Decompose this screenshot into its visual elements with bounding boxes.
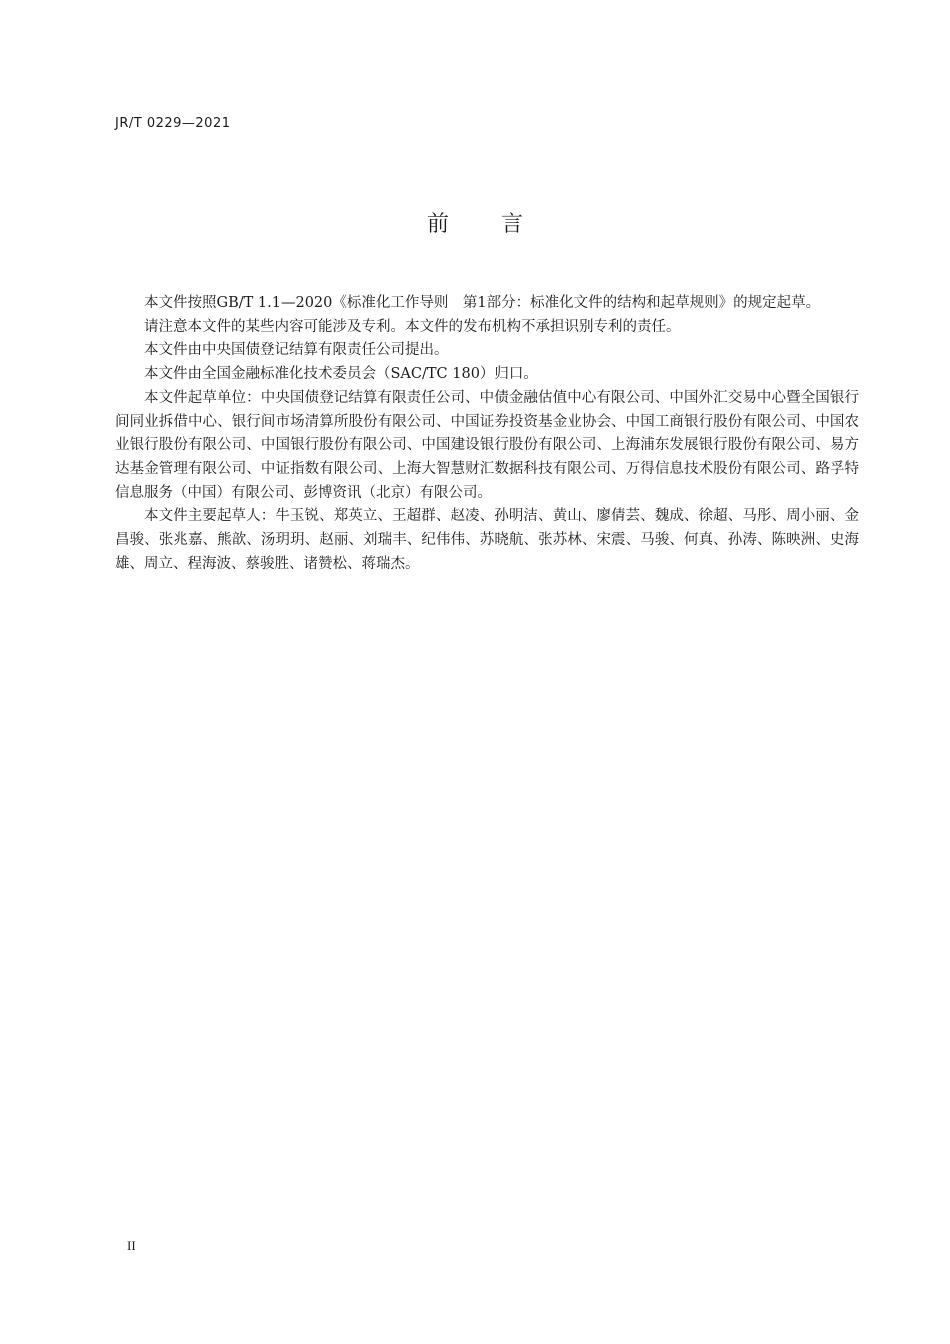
standard-number: JR/T 0229—2021 bbox=[115, 116, 231, 131]
paragraph-technical-committee: 本文件由全国金融标准化技术委员会（SAC/TC 180）归口。 bbox=[144, 366, 538, 383]
paragraph-drafting-rules: 本文件按照GB/T 1.1—2020《标准化工作导则 第1部分：标准化文件的结构和起草规则》的规定起草。 bbox=[144, 295, 821, 311]
foreword-body bbox=[115, 292, 859, 576]
paragraph-patent-notice: 请注意本文件的某些内容可能涉及专利。本文件的发布机构不承担识别专利的责任。 bbox=[144, 318, 681, 335]
paragraph-proposer: 本文件由中央国债登记结算有限责任公司提出。 bbox=[144, 342, 449, 359]
paragraph-drafters: 本文件主要起草人：牛玉锐、郑英立、王超群、赵凌、孙明洁、黄山、廖倩芸、魏成、徐超、马彤、周小丽、金昌骏、张兆嘉、熊歆、汤玥玥、赵丽、刘瑞丰、纪伟伟、苏晓航、张苏林、宋震、马骏、何真、孙涛、陈映洲、史海雄、周立、程海波、蔡骏胜、诸赞松、蒋瑞杰。 bbox=[115, 508, 859, 572]
page-title: 前言 bbox=[426, 212, 575, 237]
paragraph-drafting-organizations: 本文件起草单位：中央国债登记结算有限责任公司、中债金融估值中心有限公司、中国外汇交易中心暨全国银行间同业拆借中心、银行间市场清算所股份有限公司、中国证券投资基金业协会、中国工商银行股份有限公司、中国农业银行股份有限公司、中国银行股份有限公司、中国建设银行股份有限公司、上海浦东发展银行股份有限公司、易方达基金管理有限公司、中证指数有限公司、上海大智慧财汇数据科技有限公司、万得信息技术股份有限公司、路孚特信息服务（中国）有限公司、彭博资讯（北京）有限公司。 bbox=[115, 389, 859, 501]
page-number: II bbox=[127, 1238, 136, 1253]
